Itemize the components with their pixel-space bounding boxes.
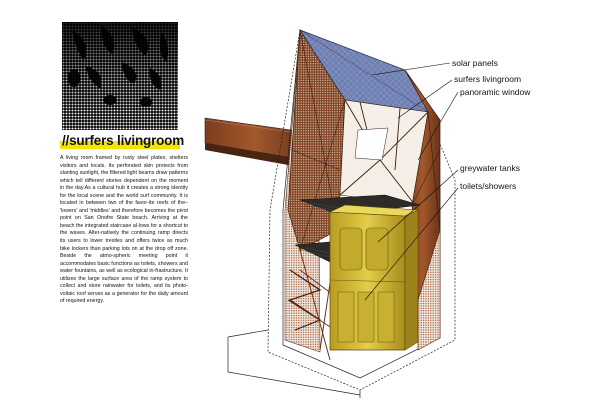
label-toilets-showers: toilets/showers	[460, 181, 517, 191]
label-panoramic-window: panoramic window	[460, 87, 531, 97]
description-text: A living room framed by rusty steel plates, shelters visitors and locals. Its perforated skin protects from slanting sunlight, the filtered light beams draw patterns which tell different stories dependent on the moment in the day.As a cultural hub it creates a strong identity for the local scene and the world surf community. It is located in between two of the favor-ite reefs of the– 'lowers' and 'middles' and therefore becomes the pivot point on San Onofre State beach. Arriving at the beach the integrated staircase al-lows for a shortcut to the waves. Alter-natively the continuing ramp directs its users to lower trestles and offers twice as much bike lockers than parking lots on at the drop off zone. Beside the atmo-spheric meeting point it accommodates basic functions as toilets, showers and water fountains, as well as ecological in-frastructure. It utilizes the large surface area of the ramp system to collect and store rainwater for toilets, and its photo-voltaic roof serves as a generator for the daily amount of required energy.	[60, 155, 188, 305]
label-solar-panels: solar panels	[452, 58, 498, 68]
greywater-tanks	[330, 205, 418, 350]
label-greywater-tanks: greywater tanks	[460, 163, 520, 173]
title-text: //surfers livingroom	[62, 133, 185, 148]
label-surfers-livingroom: surfers livingroom	[454, 74, 522, 84]
